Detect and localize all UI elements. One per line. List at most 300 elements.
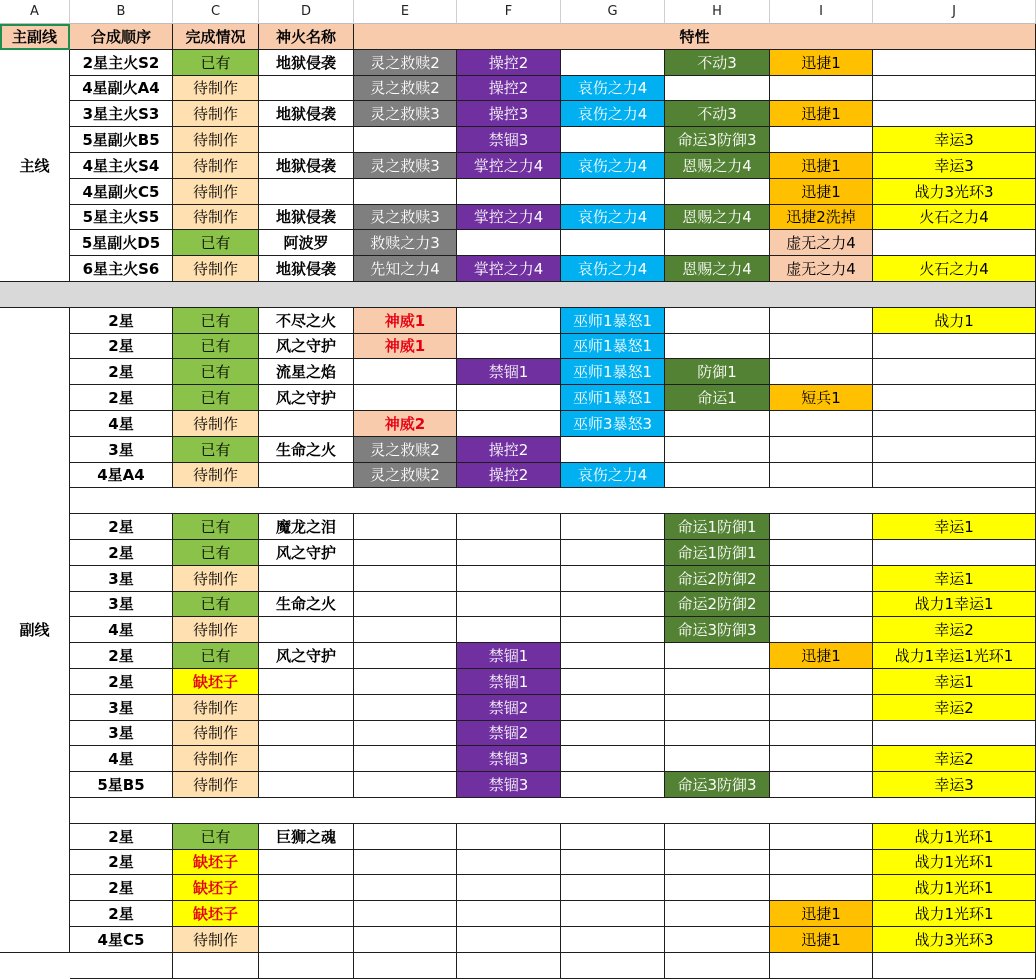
trait-cell-j[interactable] <box>873 359 1036 385</box>
synthesis-order-cell[interactable]: 3星 <box>70 721 173 747</box>
trait-cell-j[interactable]: 战力1光环1 <box>873 875 1036 901</box>
trait-cell-j[interactable] <box>873 385 1036 411</box>
column-header-i[interactable]: I <box>770 0 873 24</box>
status-cell[interactable]: 待制作 <box>173 617 259 643</box>
trait-cell-h[interactable]: 不动3 <box>665 50 770 76</box>
column-header-e[interactable]: E <box>354 0 457 24</box>
trait-cell-g[interactable] <box>561 643 665 669</box>
trait-cell-h[interactable]: 恩赐之力4 <box>665 205 770 231</box>
trait-cell-e[interactable] <box>354 669 457 695</box>
fire-name-cell[interactable]: 风之守护 <box>259 540 354 566</box>
trait-cell-g[interactable] <box>561 824 665 850</box>
trait-cell-j[interactable] <box>873 76 1036 102</box>
fire-name-cell[interactable]: 生命之火 <box>259 592 354 618</box>
empty-cell[interactable] <box>457 953 561 979</box>
trait-cell-e[interactable] <box>354 592 457 618</box>
trait-cell-i[interactable]: 迅捷1 <box>770 643 873 669</box>
trait-cell-g[interactable]: 哀伤之力4 <box>561 153 665 179</box>
synthesis-order-cell[interactable]: 4星主火S4 <box>70 153 173 179</box>
trait-cell-f[interactable] <box>457 927 561 953</box>
synthesis-order-cell[interactable]: 4星 <box>70 617 173 643</box>
trait-cell-e[interactable]: 救赎之力3 <box>354 230 457 256</box>
trait-cell-h[interactable] <box>665 721 770 747</box>
fire-name-cell[interactable]: 地狱侵袭 <box>259 205 354 231</box>
trait-cell-f[interactable] <box>457 411 561 437</box>
fire-name-cell[interactable] <box>259 901 354 927</box>
trait-cell-i[interactable] <box>770 695 873 721</box>
status-cell[interactable]: 待制作 <box>173 566 259 592</box>
synthesis-order-cell[interactable]: 2星 <box>70 875 173 901</box>
trait-cell-f[interactable]: 禁锢3 <box>457 127 561 153</box>
trait-cell-g[interactable] <box>561 179 665 205</box>
trait-cell-h[interactable] <box>665 463 770 489</box>
trait-cell-e[interactable] <box>354 850 457 876</box>
trait-cell-g[interactable]: 哀伤之力4 <box>561 463 665 489</box>
status-cell[interactable]: 待制作 <box>173 746 259 772</box>
synthesis-order-cell[interactable]: 6星主火S6 <box>70 256 173 282</box>
trait-cell-h[interactable]: 恩赐之力4 <box>665 153 770 179</box>
status-cell[interactable]: 已有 <box>173 437 259 463</box>
trait-cell-i[interactable] <box>770 514 873 540</box>
synthesis-order-cell[interactable]: 4星 <box>70 746 173 772</box>
column-header-a[interactable]: A <box>0 0 70 24</box>
trait-cell-g[interactable] <box>561 669 665 695</box>
trait-cell-i[interactable] <box>770 437 873 463</box>
trait-cell-j[interactable]: 幸运2 <box>873 746 1036 772</box>
trait-cell-e[interactable] <box>354 127 457 153</box>
trait-cell-i[interactable] <box>770 592 873 618</box>
fire-name-cell[interactable] <box>259 772 354 798</box>
synthesis-order-cell[interactable]: 4星 <box>70 411 173 437</box>
trait-cell-e[interactable] <box>354 566 457 592</box>
trait-cell-h[interactable]: 命运2防御2 <box>665 592 770 618</box>
trait-cell-j[interactable]: 战力1光环1 <box>873 901 1036 927</box>
trait-cell-h[interactable] <box>665 695 770 721</box>
header-traits[interactable]: 特性 <box>354 24 1036 50</box>
synthesis-order-cell[interactable]: 4星A4 <box>70 463 173 489</box>
empty-cell[interactable] <box>770 953 873 979</box>
trait-cell-e[interactable]: 先知之力4 <box>354 256 457 282</box>
fire-name-cell[interactable]: 风之守护 <box>259 334 354 360</box>
fire-name-cell[interactable] <box>259 669 354 695</box>
trait-cell-j[interactable]: 幸运1 <box>873 669 1036 695</box>
trait-cell-f[interactable] <box>457 334 561 360</box>
column-header-g[interactable]: G <box>561 0 665 24</box>
trait-cell-e[interactable]: 神威2 <box>354 411 457 437</box>
synthesis-order-cell[interactable]: 3星主火S3 <box>70 101 173 127</box>
empty-cell[interactable] <box>873 953 1036 979</box>
trait-cell-e[interactable] <box>354 746 457 772</box>
trait-cell-f[interactable] <box>457 592 561 618</box>
fire-name-cell[interactable] <box>259 76 354 102</box>
fire-name-cell[interactable]: 风之守护 <box>259 643 354 669</box>
trait-cell-i[interactable] <box>770 772 873 798</box>
trait-cell-f[interactable]: 禁锢3 <box>457 772 561 798</box>
synthesis-order-cell[interactable]: 3星 <box>70 566 173 592</box>
status-cell[interactable]: 已有 <box>173 359 259 385</box>
status-cell[interactable]: 缺坯子 <box>173 875 259 901</box>
synthesis-order-cell[interactable]: 2星 <box>70 514 173 540</box>
trait-cell-i[interactable]: 虚无之力4 <box>770 230 873 256</box>
trait-cell-f[interactable]: 操控2 <box>457 50 561 76</box>
fire-name-cell[interactable]: 地狱侵袭 <box>259 101 354 127</box>
trait-cell-g[interactable]: 巫师3暴怒3 <box>561 411 665 437</box>
synthesis-order-cell[interactable]: 2星 <box>70 308 173 334</box>
trait-cell-e[interactable]: 灵之救赎2 <box>354 50 457 76</box>
trait-cell-e[interactable] <box>354 179 457 205</box>
status-cell[interactable]: 已有 <box>173 514 259 540</box>
trait-cell-g[interactable] <box>561 695 665 721</box>
trait-cell-e[interactable] <box>354 824 457 850</box>
trait-cell-h[interactable]: 命运1 <box>665 385 770 411</box>
fire-name-cell[interactable] <box>259 566 354 592</box>
trait-cell-i[interactable] <box>770 308 873 334</box>
trait-cell-h[interactable]: 命运2防御2 <box>665 566 770 592</box>
trait-cell-g[interactable]: 哀伤之力4 <box>561 256 665 282</box>
trait-cell-g[interactable] <box>561 514 665 540</box>
status-cell[interactable]: 待制作 <box>173 463 259 489</box>
fire-name-cell[interactable]: 地狱侵袭 <box>259 153 354 179</box>
trait-cell-h[interactable]: 命运1防御1 <box>665 514 770 540</box>
status-cell[interactable]: 待制作 <box>173 101 259 127</box>
trait-cell-f[interactable]: 掌控之力4 <box>457 205 561 231</box>
trait-cell-h[interactable] <box>665 643 770 669</box>
column-header-h[interactable]: H <box>665 0 770 24</box>
synthesis-order-cell[interactable]: 2星 <box>70 334 173 360</box>
synthesis-order-cell[interactable]: 5星B5 <box>70 772 173 798</box>
trait-cell-i[interactable] <box>770 76 873 102</box>
trait-cell-j[interactable] <box>873 50 1036 76</box>
trait-cell-h[interactable] <box>665 901 770 927</box>
status-cell[interactable]: 已有 <box>173 540 259 566</box>
fire-name-cell[interactable] <box>259 127 354 153</box>
header-col-a[interactable]: 主副线 <box>0 24 70 50</box>
trait-cell-g[interactable]: 巫师1暴怒1 <box>561 359 665 385</box>
trait-cell-j[interactable]: 幸运3 <box>873 127 1036 153</box>
synthesis-order-cell[interactable]: 2星 <box>70 850 173 876</box>
fire-name-cell[interactable]: 阿波罗 <box>259 230 354 256</box>
trait-cell-f[interactable]: 禁锢3 <box>457 746 561 772</box>
trait-cell-j[interactable]: 幸运3 <box>873 772 1036 798</box>
fire-name-cell[interactable]: 魔龙之泪 <box>259 514 354 540</box>
trait-cell-i[interactable]: 迅捷1 <box>770 927 873 953</box>
trait-cell-g[interactable] <box>561 901 665 927</box>
trait-cell-e[interactable]: 灵之救赎3 <box>354 153 457 179</box>
status-cell[interactable]: 待制作 <box>173 153 259 179</box>
trait-cell-f[interactable]: 禁锢1 <box>457 669 561 695</box>
trait-cell-g[interactable] <box>561 127 665 153</box>
trait-cell-h[interactable] <box>665 334 770 360</box>
column-header-d[interactable]: D <box>259 0 354 24</box>
trait-cell-f[interactable]: 禁锢2 <box>457 695 561 721</box>
trait-cell-h[interactable] <box>665 437 770 463</box>
synthesis-order-cell[interactable]: 4星副火A4 <box>70 76 173 102</box>
trait-cell-e[interactable] <box>354 875 457 901</box>
empty-cell[interactable] <box>173 953 259 979</box>
trait-cell-f[interactable] <box>457 875 561 901</box>
trait-cell-j[interactable]: 战力3光环3 <box>873 179 1036 205</box>
trait-cell-i[interactable] <box>770 746 873 772</box>
trait-cell-g[interactable] <box>561 927 665 953</box>
trait-cell-j[interactable] <box>873 721 1036 747</box>
trait-cell-j[interactable] <box>873 230 1036 256</box>
group-label-side[interactable]: 副线 <box>0 308 70 953</box>
synthesis-order-cell[interactable]: 2星 <box>70 643 173 669</box>
column-header-b[interactable]: B <box>70 0 173 24</box>
trait-cell-j[interactable]: 火石之力4 <box>873 256 1036 282</box>
fire-name-cell[interactable]: 地狱侵袭 <box>259 50 354 76</box>
status-cell[interactable]: 待制作 <box>173 927 259 953</box>
trait-cell-e[interactable]: 灵之救赎3 <box>354 101 457 127</box>
trait-cell-g[interactable]: 巫师1暴怒1 <box>561 385 665 411</box>
status-cell[interactable]: 待制作 <box>173 127 259 153</box>
trait-cell-j[interactable]: 幸运1 <box>873 514 1036 540</box>
synthesis-order-cell[interactable]: 3星 <box>70 695 173 721</box>
trait-cell-i[interactable] <box>770 127 873 153</box>
trait-cell-e[interactable] <box>354 695 457 721</box>
trait-cell-i[interactable]: 虚无之力4 <box>770 256 873 282</box>
column-header-j[interactable]: J <box>873 0 1036 24</box>
trait-cell-e[interactable]: 神威1 <box>354 308 457 334</box>
trait-cell-h[interactable] <box>665 179 770 205</box>
trait-cell-h[interactable]: 不动3 <box>665 101 770 127</box>
header-col-b[interactable]: 合成顺序 <box>70 24 173 50</box>
status-cell[interactable]: 已有 <box>173 385 259 411</box>
status-cell[interactable]: 缺坯子 <box>173 850 259 876</box>
trait-cell-f[interactable] <box>457 617 561 643</box>
trait-cell-h[interactable] <box>665 230 770 256</box>
trait-cell-g[interactable] <box>561 50 665 76</box>
trait-cell-g[interactable] <box>561 772 665 798</box>
column-header-f[interactable]: F <box>457 0 561 24</box>
fire-name-cell[interactable]: 地狱侵袭 <box>259 256 354 282</box>
trait-cell-i[interactable] <box>770 566 873 592</box>
status-cell[interactable]: 缺坯子 <box>173 901 259 927</box>
synthesis-order-cell[interactable]: 3星 <box>70 437 173 463</box>
trait-cell-e[interactable] <box>354 772 457 798</box>
synthesis-order-cell[interactable]: 3星 <box>70 592 173 618</box>
fire-name-cell[interactable]: 生命之火 <box>259 437 354 463</box>
trait-cell-h[interactable] <box>665 669 770 695</box>
trait-cell-f[interactable]: 操控2 <box>457 76 561 102</box>
fire-name-cell[interactable] <box>259 695 354 721</box>
trait-cell-g[interactable] <box>561 437 665 463</box>
trait-cell-j[interactable] <box>873 437 1036 463</box>
trait-cell-e[interactable]: 灵之救赎2 <box>354 463 457 489</box>
empty-cell[interactable] <box>259 953 354 979</box>
fire-name-cell[interactable] <box>259 463 354 489</box>
trait-cell-g[interactable]: 哀伤之力4 <box>561 101 665 127</box>
trait-cell-j[interactable] <box>873 463 1036 489</box>
empty-cell[interactable] <box>354 953 457 979</box>
trait-cell-j[interactable]: 战力1幸运1 <box>873 592 1036 618</box>
synthesis-order-cell[interactable]: 5星副火B5 <box>70 127 173 153</box>
trait-cell-f[interactable] <box>457 540 561 566</box>
trait-cell-i[interactable] <box>770 669 873 695</box>
trait-cell-e[interactable] <box>354 643 457 669</box>
header-col-c[interactable]: 完成情况 <box>173 24 259 50</box>
trait-cell-i[interactable]: 迅捷1 <box>770 901 873 927</box>
trait-cell-j[interactable]: 战力1 <box>873 308 1036 334</box>
trait-cell-f[interactable] <box>457 850 561 876</box>
fire-name-cell[interactable]: 巨狮之魂 <box>259 824 354 850</box>
trait-cell-f[interactable] <box>457 566 561 592</box>
trait-cell-g[interactable]: 巫师1暴怒1 <box>561 308 665 334</box>
trait-cell-h[interactable] <box>665 746 770 772</box>
trait-cell-h[interactable] <box>665 875 770 901</box>
trait-cell-f[interactable]: 掌控之力4 <box>457 153 561 179</box>
trait-cell-f[interactable] <box>457 901 561 927</box>
status-cell[interactable]: 待制作 <box>173 179 259 205</box>
trait-cell-e[interactable] <box>354 721 457 747</box>
trait-cell-h[interactable] <box>665 76 770 102</box>
trait-cell-j[interactable]: 战力3光环3 <box>873 927 1036 953</box>
fire-name-cell[interactable] <box>259 875 354 901</box>
trait-cell-g[interactable] <box>561 617 665 643</box>
trait-cell-j[interactable]: 幸运2 <box>873 695 1036 721</box>
trait-cell-h[interactable] <box>665 927 770 953</box>
trait-cell-i[interactable]: 迅捷1 <box>770 179 873 205</box>
trait-cell-i[interactable] <box>770 617 873 643</box>
trait-cell-h[interactable] <box>665 850 770 876</box>
status-cell[interactable]: 已有 <box>173 592 259 618</box>
trait-cell-g[interactable] <box>561 592 665 618</box>
trait-cell-i[interactable]: 短兵1 <box>770 385 873 411</box>
trait-cell-i[interactable] <box>770 334 873 360</box>
trait-cell-i[interactable] <box>770 359 873 385</box>
fire-name-cell[interactable]: 流星之焰 <box>259 359 354 385</box>
status-cell[interactable]: 缺坯子 <box>173 669 259 695</box>
trait-cell-j[interactable]: 幸运2 <box>873 617 1036 643</box>
trait-cell-g[interactable] <box>561 540 665 566</box>
trait-cell-g[interactable] <box>561 746 665 772</box>
synthesis-order-cell[interactable]: 4星C5 <box>70 927 173 953</box>
status-cell[interactable]: 待制作 <box>173 76 259 102</box>
trait-cell-g[interactable] <box>561 230 665 256</box>
trait-cell-h[interactable] <box>665 411 770 437</box>
trait-cell-i[interactable] <box>770 411 873 437</box>
status-cell[interactable]: 已有 <box>173 643 259 669</box>
trait-cell-f[interactable] <box>457 308 561 334</box>
synthesis-order-cell[interactable]: 2星主火S2 <box>70 50 173 76</box>
trait-cell-f[interactable]: 操控3 <box>457 101 561 127</box>
empty-cell[interactable] <box>70 953 173 979</box>
trait-cell-i[interactable] <box>770 824 873 850</box>
status-cell[interactable]: 待制作 <box>173 205 259 231</box>
trait-cell-e[interactable]: 灵之救赎2 <box>354 76 457 102</box>
status-cell[interactable]: 已有 <box>173 50 259 76</box>
status-cell[interactable]: 待制作 <box>173 695 259 721</box>
trait-cell-i[interactable] <box>770 850 873 876</box>
trait-cell-j[interactable] <box>873 334 1036 360</box>
trait-cell-h[interactable]: 恩赐之力4 <box>665 256 770 282</box>
trait-cell-h[interactable]: 防御1 <box>665 359 770 385</box>
synthesis-order-cell[interactable]: 2星 <box>70 669 173 695</box>
trait-cell-g[interactable] <box>561 566 665 592</box>
trait-cell-g[interactable] <box>561 721 665 747</box>
column-header-c[interactable]: C <box>173 0 259 24</box>
synthesis-order-cell[interactable]: 4星副火C5 <box>70 179 173 205</box>
trait-cell-h[interactable]: 命运3防御3 <box>665 617 770 643</box>
trait-cell-f[interactable] <box>457 824 561 850</box>
trait-cell-g[interactable]: 哀伤之力4 <box>561 205 665 231</box>
trait-cell-j[interactable]: 战力1幸运1光环1 <box>873 643 1036 669</box>
fire-name-cell[interactable] <box>259 746 354 772</box>
fire-name-cell[interactable] <box>259 927 354 953</box>
trait-cell-j[interactable]: 火石之力4 <box>873 205 1036 231</box>
trait-cell-f[interactable]: 掌控之力4 <box>457 256 561 282</box>
trait-cell-j[interactable]: 幸运1 <box>873 566 1036 592</box>
trait-cell-f[interactable]: 操控2 <box>457 437 561 463</box>
trait-cell-i[interactable]: 迅捷1 <box>770 101 873 127</box>
trait-cell-h[interactable] <box>665 824 770 850</box>
trait-cell-j[interactable]: 幸运3 <box>873 153 1036 179</box>
synthesis-order-cell[interactable]: 2星 <box>70 901 173 927</box>
synthesis-order-cell[interactable]: 5星副火D5 <box>70 230 173 256</box>
fire-name-cell[interactable] <box>259 617 354 643</box>
trait-cell-i[interactable]: 迅捷1 <box>770 50 873 76</box>
status-cell[interactable]: 已有 <box>173 308 259 334</box>
trait-cell-e[interactable] <box>354 617 457 643</box>
status-cell[interactable]: 待制作 <box>173 411 259 437</box>
trait-cell-g[interactable]: 哀伤之力4 <box>561 76 665 102</box>
trait-cell-g[interactable] <box>561 875 665 901</box>
synthesis-order-cell[interactable]: 2星 <box>70 824 173 850</box>
status-cell[interactable]: 已有 <box>173 824 259 850</box>
synthesis-order-cell[interactable]: 2星 <box>70 385 173 411</box>
trait-cell-f[interactable]: 禁锢1 <box>457 359 561 385</box>
status-cell[interactable]: 已有 <box>173 230 259 256</box>
trait-cell-j[interactable]: 战力1光环1 <box>873 850 1036 876</box>
fire-name-cell[interactable] <box>259 179 354 205</box>
trait-cell-e[interactable] <box>354 927 457 953</box>
trait-cell-h[interactable]: 命运3防御3 <box>665 772 770 798</box>
header-col-d[interactable]: 神火名称 <box>259 24 354 50</box>
status-cell[interactable]: 待制作 <box>173 721 259 747</box>
trait-cell-i[interactable] <box>770 721 873 747</box>
synthesis-order-cell[interactable]: 5星主火S5 <box>70 205 173 231</box>
trait-cell-f[interactable] <box>457 230 561 256</box>
synthesis-order-cell[interactable]: 2星 <box>70 359 173 385</box>
trait-cell-e[interactable]: 灵之救赎3 <box>354 205 457 231</box>
fire-name-cell[interactable] <box>259 411 354 437</box>
fire-name-cell[interactable] <box>259 850 354 876</box>
trait-cell-e[interactable] <box>354 540 457 566</box>
trait-cell-i[interactable] <box>770 875 873 901</box>
trait-cell-j[interactable] <box>873 101 1036 127</box>
trait-cell-h[interactable]: 命运1防御1 <box>665 540 770 566</box>
empty-cell[interactable] <box>561 953 665 979</box>
trait-cell-j[interactable]: 战力1光环1 <box>873 824 1036 850</box>
status-cell[interactable]: 已有 <box>173 334 259 360</box>
trait-cell-e[interactable] <box>354 385 457 411</box>
fire-name-cell[interactable]: 不尽之火 <box>259 308 354 334</box>
trait-cell-g[interactable]: 巫师1暴怒1 <box>561 334 665 360</box>
trait-cell-f[interactable]: 操控2 <box>457 463 561 489</box>
trait-cell-h[interactable]: 命运3防御3 <box>665 127 770 153</box>
trait-cell-f[interactable] <box>457 514 561 540</box>
trait-cell-e[interactable] <box>354 901 457 927</box>
trait-cell-i[interactable] <box>770 463 873 489</box>
status-cell[interactable]: 待制作 <box>173 772 259 798</box>
trait-cell-g[interactable] <box>561 850 665 876</box>
trait-cell-i[interactable] <box>770 540 873 566</box>
fire-name-cell[interactable] <box>259 721 354 747</box>
trait-cell-j[interactable] <box>873 540 1036 566</box>
trait-cell-e[interactable]: 神威1 <box>354 334 457 360</box>
trait-cell-f[interactable] <box>457 385 561 411</box>
trait-cell-i[interactable]: 迅捷1 <box>770 153 873 179</box>
